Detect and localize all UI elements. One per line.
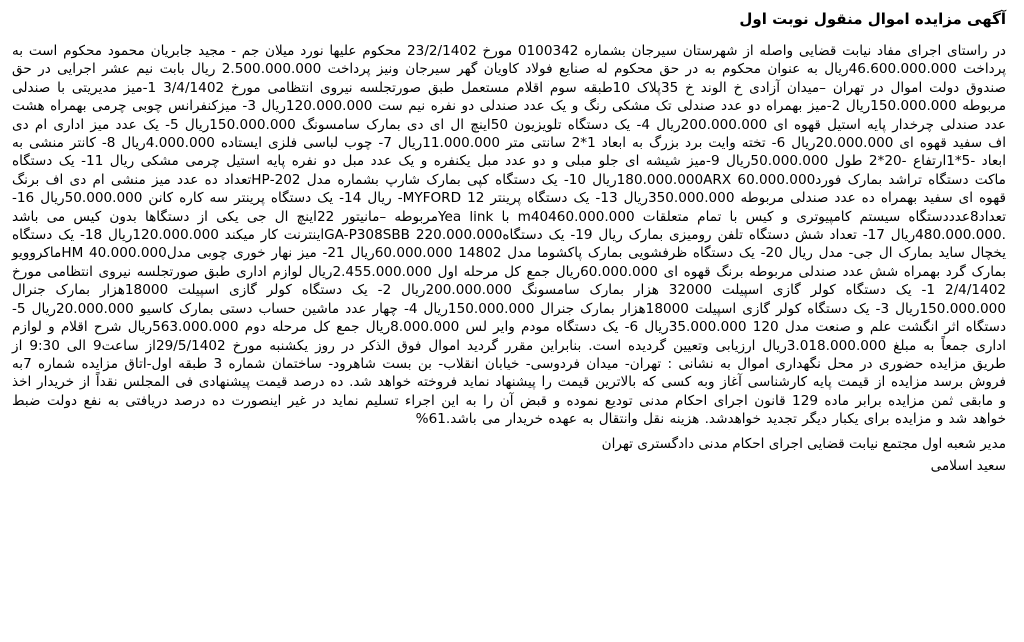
signature-name: سعید اسلامی: [930, 457, 1006, 474]
signature-title: مدیر شعبه اول مجتمع نیابت قضایی اجرای احکام مدنی دادگستری تهران: [601, 435, 1006, 452]
notice-body: در راستای اجرای مفاد نیابت قضایی واصله از شهرستان سیرجان بشماره 0100342 مورخ 23/2/1402 محکوم علیها نورد میلان جم - مجید جابریان محمود محکوم است به پرداخت 46.600.000.000ریال به عنوان محکوم به در حق محکوم له صنایع فولاد کاویان گهر سیرجان ونیز پرداخت 2.500.000.000 ریال بابت نیم عشر اجرایی در حق صندوق دولت اموال در تهران –میدان آزادی خ الوند خ 35پلاک 10طبقه سوم اقلام مستعمل طبق صورتجلسه نیروی انتظامی مورخ 3/4/1402 1-میز مدیریتی با صندلی مربوطه 150.000.000ریال 2-میز بهمراه دو عدد صندلی تک مشکی رنگ و یک عدد صندلی دو نفره نیم ست 120.000.000ریال 3- میزکنفرانس چوبی چرمی بهمراه هشت عدد صندلی چرخدار پایه استیل قهوه ای 200.000.000ریال 4- یک دستگاه تلویزیون 50اینچ ال ای دی بمارک سامسونگ 150.000.000ریال 5- یک عدد میز اداری ام دی اف سفید قهوه ای 20.000.000ریال 6- تخته وایت برد بزرگ به ابعاد 1*2 سانتی متر 11.000.000ریال 7- چوب لباسی فلزی ایستاده 4.000.000ریال 8- کانتر منشی به ابعاد -5*1ارتفاع -20*2 طول 50.000.000ریال 9-میز شیشه ای جلو مبلی و دو عدد مبل یکنفره و یک عدد مبل دو نفره پایه استیل چرمی مشکی ریال 11- یک دستگاه ماکت دستگاه تراشد بمارک فورد180.000.000ARX 60.000.000ریال 10- یک دستگاه کپی بمارک شارپ بشماره مدل 202-HPتعداد ده عدد میز منشی ام دی اف برنگ قهوه ای سفید بهمراه ده عدد صندلی مربوطه 350.000.000ریال 13- یک دستگاه پرینتر MYFORD 12- ریال 14- یک دستگاه پرینتر سه کاره کانن 50.000.000ریال 16- تعداد8عدددستگاه سیستم کامپیوتری و کیس با تمام متعلقات m40460.000.000 با Yea linkمربوطه –مانیتور 22اینچ ال جی یکی از دستگاها بدون کیس می باشد .480.000.000ریال 17- تعداد شش دستگاه تلفن رومیزی بمارک ریال 19- یک دستگاه220.000.000 GA-P308SBBاینترنت کار میکند 120.000.000ریال 18- یک دستگاه یخچال ساید بمارک ال جی- مدل ریال 20- یک دستگاه ظرفشویی بمارک پاکشوما مدل 14802 60.000.000ریال 21- میز نهار خوری چوبی مدلHM 40.000.000ماکروویو بمارک گرد بهمراه شش عدد صندلی مربوطه برنگ قهوه ای 60.000.000ریال جمع کل مرحله اول 2.455.000.000ریال لوازم اداری طبق صورتجلسه نیروی انتظامی مورخ 2/4/1402 1- یک دستگاه کولر گازی اسپیلت 32000 هزار بمارک سامسونگ 200.000.000ریال 2- یک دستگاه کولر گازی اسپیلت 18000هزار بمارک جنرال 150.000.000ریال 3- یک دستگاه کولر گازی اسپیلت 18000هزار بمارک جنرال 150.000.000ریال 4- چهار عدد ماشین حساب دستی بمارک کاسیو 20.000.000ریال 5- دستگاه اثر انگشت علم و صنعت مدل 120 35.000.000ریال 6- یک دستگاه مودم وایر لس 8.000.000ریال جمع کل مرحله دوم 563.000.000ریال شرح اقلام و لوازم اداری جمعاً به مبلغ 3.018.000.000ریال ارزیابی وتعیین گردیده است. بنابراین مقرر گردید اموال فوق الذکر در روز یکشنبه مورخ 29/5/1402از ساعت9 الی 9:30 از طریق مزایده حضوری در محل نگهداری اموال به نشانی : تهران- میدان فردوسی- خیابان انقلاب- بن بست شاهرود- ساختمان شماره 3 طبقه اول-اتاق مزایده شماره 7به فروش برسد مزایده از قیمت پایه کارشناسی آغاز وبه کسی که بالاترین قیمت را پیشنهاد نماید فروخته خواهد شد. ده درصد قیمت پیشنهادی فی المجلس نقداً از خریدار اخذ و مابقی ثمن مزایده برابر ماده 129 قانون اجرای احکام مدنی تودیع نموده و قبض آن را به این اجراء تسلیم نماید در غیر اینصورت ده درصد دریافتی به نفع دولت ضبط خواهد شد و مزایده برای یکبار دیگر تجدید خواهدشد. هزینه نقل وانتقال به عهده خریدار می باشد.61%: [12, 43, 1007, 428]
signature-block: [12, 435, 1006, 475]
notice-title: آگهی مزایده اموال منقول نوبت اول: [739, 10, 1006, 28]
